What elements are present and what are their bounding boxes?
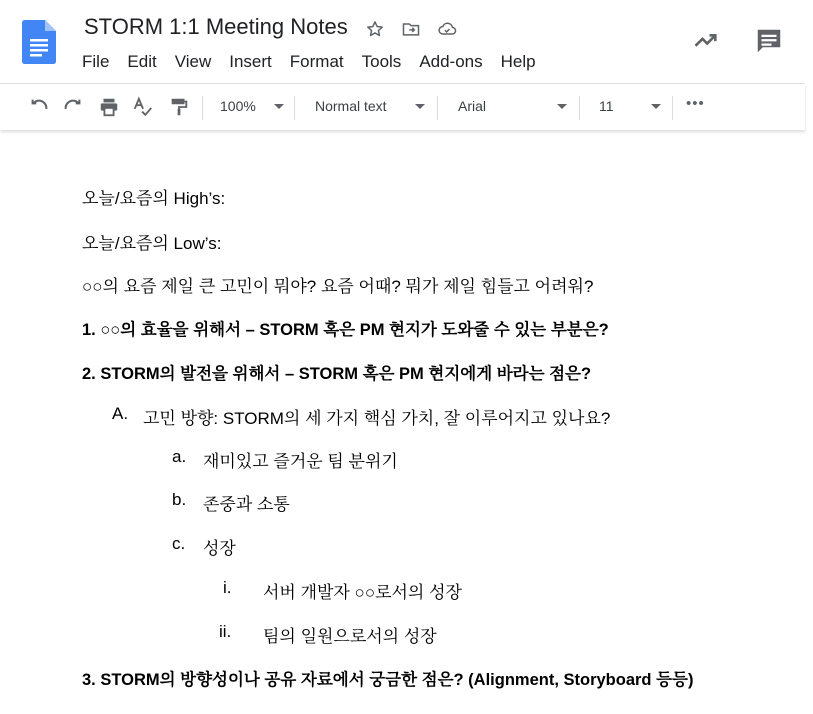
more-options-icon[interactable]: ••• <box>686 95 705 112</box>
high-prompt: 오늘/요즘의 High’s: <box>82 189 226 208</box>
toolbar-divider <box>672 96 673 120</box>
list-item-sub-ii: 팀의 일원으로서의 성장 <box>263 627 437 646</box>
toolbar-divider <box>202 96 203 120</box>
list-item-sub-b: 존중과 소통 <box>203 495 290 514</box>
menu-bar <box>82 52 554 72</box>
docs-logo-icon[interactable] <box>22 20 56 64</box>
question-3: 3. STORM의 방향성이나 공유 자료에서 궁금한 점은? (Alignment, Storyboard 등등) <box>82 671 694 689</box>
question-2: 2. STORM의 발전을 위해서 – STORM 혹은 PM 현지에게 바라는 점은? <box>82 365 592 383</box>
list-marker-sub-ii: ii. <box>219 622 232 641</box>
menu-edit[interactable]: Edit <box>127 52 157 71</box>
title-actions <box>364 18 458 40</box>
toolbar-divider <box>294 96 295 120</box>
font-size-select[interactable]: 11 <box>599 98 614 114</box>
spellcheck-icon[interactable] <box>130 94 156 120</box>
menu-addons[interactable]: Add-ons <box>419 52 483 71</box>
low-prompt: 오늘/요즘의 Low’s: <box>82 234 222 253</box>
concern-prompt: ○○의 요즘 제일 큰 고민이 뭐야? 요즘 어때? 뭐가 제일 힘들고 어려워? <box>82 277 594 296</box>
paint-format-icon[interactable] <box>166 94 192 120</box>
star-icon[interactable] <box>364 18 386 40</box>
menu-file[interactable]: File <box>82 52 110 71</box>
font-family-select[interactable]: Arial <box>458 98 487 114</box>
paragraph-style-select[interactable]: Normal text <box>315 98 387 114</box>
menu-view[interactable]: View <box>174 52 212 71</box>
list-item-sub-a: 재미있고 즐거운 팀 분위기 <box>203 452 398 471</box>
undo-icon[interactable] <box>26 94 52 120</box>
print-icon[interactable] <box>96 94 122 120</box>
document-body[interactable] <box>0 134 813 714</box>
list-marker-sub-i: i. <box>223 578 232 597</box>
menu-format[interactable]: Format <box>289 52 344 71</box>
cloud-saved-icon[interactable] <box>436 18 458 40</box>
size-caret-icon[interactable] <box>651 104 661 109</box>
toolbar <box>0 84 805 130</box>
list-item-a: 고민 방향: STORM의 세 가지 핵심 가치, 잘 이루어지고 있나요? <box>143 409 611 428</box>
list-item-sub-i: 서버 개발자 ○○로서의 성장 <box>263 583 462 602</box>
comments-icon[interactable] <box>754 26 784 61</box>
move-folder-icon[interactable] <box>400 18 422 40</box>
app-header <box>0 0 813 84</box>
question-1: 1. ○○의 효율을 위해서 – STORM 혹은 PM 현지가 도와줄 수 있는 부분은? <box>82 321 609 339</box>
zoom-select[interactable]: 100% <box>220 98 256 114</box>
trending-activity-icon[interactable] <box>692 26 720 59</box>
list-marker-sub-b: b. <box>172 490 187 509</box>
toolbar-divider <box>437 96 438 120</box>
toolbar-divider <box>579 96 580 120</box>
list-marker-sub-a: a. <box>172 447 187 466</box>
document-title[interactable]: STORM 1:1 Meeting Notes <box>84 14 348 39</box>
zoom-caret-icon[interactable] <box>274 104 284 109</box>
menu-tools[interactable]: Tools <box>361 52 402 71</box>
list-marker-sub-c: c. <box>172 534 186 553</box>
menu-insert[interactable]: Insert <box>229 52 272 71</box>
redo-icon[interactable] <box>60 94 86 120</box>
list-item-sub-c: 성장 <box>203 539 236 558</box>
font-caret-icon[interactable] <box>557 104 567 109</box>
style-caret-icon[interactable] <box>415 104 425 109</box>
list-marker-a: A. <box>112 404 129 423</box>
menu-help[interactable]: Help <box>500 52 536 71</box>
